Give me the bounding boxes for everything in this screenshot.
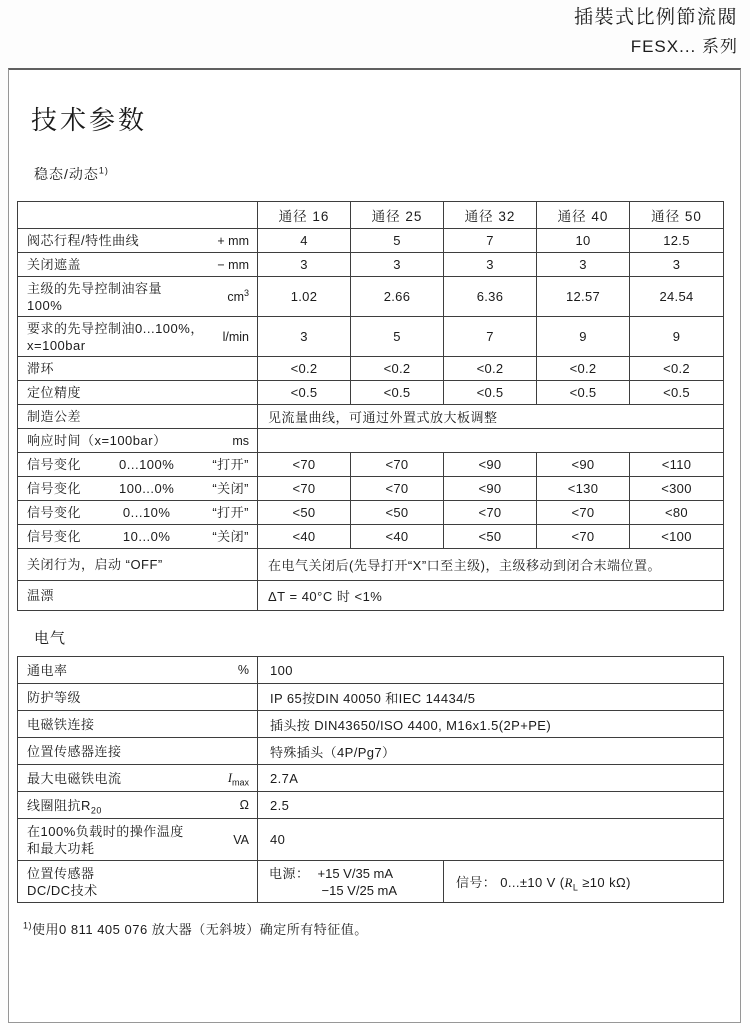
row-label-cell (18, 819, 258, 861)
table-row (18, 684, 724, 711)
cell-span-value: 见流量曲线，可通过外置式放大板调整 (258, 405, 724, 429)
row-unit: $cm^3$ (227, 287, 249, 304)
subtitle-note-ref: 1) (98, 165, 109, 176)
cell-value: 3 (258, 253, 351, 277)
table-row (18, 711, 724, 738)
cell-value: <90 (444, 453, 537, 477)
cell-value: 2.66 (351, 277, 444, 317)
cell-value: <0.5 (258, 381, 351, 405)
cell-value: <70 (444, 501, 537, 525)
product-title: 插裝式比例節流閥 (573, 7, 738, 28)
table-row (18, 861, 724, 903)
cell-value: 9 (630, 317, 724, 357)
cell-value: <110 (630, 453, 724, 477)
row-label: 信号变化 (27, 529, 82, 544)
table-row (18, 581, 724, 611)
cell-value: 3 (258, 317, 351, 357)
row-label: 滞环 (27, 361, 55, 376)
cell-value: <70 (537, 525, 630, 549)
cell-value: 10 (537, 229, 630, 253)
signal-range: 10...0% (122, 529, 171, 544)
row-label-cell (18, 525, 258, 549)
electrical-table (17, 656, 724, 903)
cell-value: 7 (444, 229, 537, 253)
cell-value: <0.5 (351, 381, 444, 405)
signal-range: 0...100% (119, 457, 175, 472)
cell-span-value: 在电气关闭后(先导打开“X”口至主级)，主级移动到闭合末端位置。 (258, 549, 724, 581)
electrical-section-heading: 电气 (34, 630, 67, 647)
row-label: 在100%负载时的操作温度 和最大功耗 (27, 823, 184, 856)
signal-cell: 信号： 0...±10 V ($R_L \ge 10$ kΩ) (444, 861, 724, 903)
footnote-ref: 1) (23, 920, 33, 931)
cell-value: <90 (537, 453, 630, 477)
cell-value: <0.2 (537, 357, 630, 381)
cell-value: 5 (351, 317, 444, 357)
cell-value: 4 (258, 229, 351, 253)
doc-header (574, 5, 738, 59)
row-label: 响应时间（x=100bar） (27, 433, 167, 448)
cell-value: 3 (351, 253, 444, 277)
cell-value: <0.5 (537, 381, 630, 405)
row-label-cell (18, 429, 258, 453)
table-row (18, 381, 724, 405)
signal-range: 0...10% (122, 505, 171, 520)
row-label: 阀芯行程/特性曲线 (27, 233, 140, 248)
row-unit: Ω (239, 798, 249, 812)
column-header: 通径 16 (258, 202, 351, 229)
table-row (18, 229, 724, 253)
cell-value: <70 (258, 477, 351, 501)
cell-value: <70 (537, 501, 630, 525)
cell-value: <70 (351, 477, 444, 501)
cell-value: 2.5 (258, 792, 724, 819)
row-label: 电磁铁连接 (27, 716, 95, 732)
table-row (18, 477, 724, 501)
row-label-cell (18, 765, 258, 792)
cell-value: <70 (351, 453, 444, 477)
row-label-cell (18, 229, 258, 253)
row-label-cell (18, 581, 258, 611)
header-empty-cell (18, 202, 258, 229)
cell-value: <50 (351, 501, 444, 525)
cell-value: <300 (630, 477, 724, 501)
row-label: 信号变化 (27, 505, 82, 520)
cell-value: 12.5 (630, 229, 724, 253)
cell-value: 5 (351, 229, 444, 253)
row-label-cell (18, 501, 258, 525)
cell-value: <40 (258, 525, 351, 549)
cell-value: 40 (258, 819, 724, 861)
table-row (18, 765, 724, 792)
row-label-cell (18, 277, 258, 317)
row-label-cell (18, 253, 258, 277)
row-label-cell (18, 657, 258, 684)
row-unit: l/min (222, 329, 249, 344)
cell-value: 6.36 (444, 277, 537, 317)
cell-value: <40 (351, 525, 444, 549)
row-label-cell (18, 711, 258, 738)
cell-value: <0.5 (630, 381, 724, 405)
cell-span-value (258, 429, 724, 453)
signal-direction: “打开” (212, 505, 249, 520)
cell-value: 12.57 (537, 277, 630, 317)
row-label-cell (18, 738, 258, 765)
signal-direction: “打开” (212, 457, 249, 472)
cell-value: 100 (258, 657, 724, 684)
table-row (18, 525, 724, 549)
cell-value: <0.2 (351, 357, 444, 381)
row-label-cell (18, 405, 258, 429)
cell-value: 9 (537, 317, 630, 357)
cell-span-value: ΔT = 40°C 时 <1% (258, 581, 724, 611)
cell-value: 7 (444, 317, 537, 357)
table-row (18, 405, 724, 429)
row-label: 通电率 (27, 662, 68, 678)
table-row (18, 317, 724, 357)
row-label-cell (18, 549, 258, 581)
row-label: 信号变化 (27, 481, 82, 496)
row-unit: % (237, 663, 249, 677)
table-row (18, 738, 724, 765)
cell-value: <90 (444, 477, 537, 501)
row-label-cell (18, 453, 258, 477)
cell-value: <100 (630, 525, 724, 549)
cell-value: 2.7A (258, 765, 724, 792)
row-label: 位置传感器 DC/DC技术 (27, 865, 98, 898)
row-label-cell (18, 861, 258, 903)
row-label: 最大电磁铁电流 (27, 770, 122, 786)
row-unit: + mm (217, 233, 249, 248)
table-row (18, 819, 724, 861)
row-label: 温漂 (27, 588, 55, 603)
table-row (18, 277, 724, 317)
row-unit: − mm (217, 257, 249, 272)
cell-value: <0.2 (258, 357, 351, 381)
subtitle-text: 稳态/动态 (34, 166, 99, 182)
column-header: 通径 40 (537, 202, 630, 229)
cell-value: <0.2 (444, 357, 537, 381)
cell-value: 特殊插头（4P/Pg7） (258, 738, 724, 765)
power-supply-cell (258, 861, 444, 903)
cell-value: <130 (537, 477, 630, 501)
cell-value: <50 (444, 525, 537, 549)
table-row (18, 253, 724, 277)
table-row (18, 792, 724, 819)
cell-value: 3 (537, 253, 630, 277)
cell-value: <0.2 (630, 357, 724, 381)
power-label: 电源： (269, 865, 310, 881)
table-row (18, 429, 724, 453)
row-label: 线圈阻抗$R_{20}$ (27, 797, 102, 816)
content-frame (8, 68, 741, 1023)
row-label-cell (18, 381, 258, 405)
table-row (18, 357, 724, 381)
page-title: 技术参数 (31, 105, 148, 135)
row-label: 定位精度 (27, 385, 82, 400)
table-row (18, 657, 724, 684)
table-row (18, 501, 724, 525)
row-unit: $I_{max}$ (227, 770, 249, 787)
row-unit: ms (232, 433, 249, 448)
cell-value: 3 (630, 253, 724, 277)
table-row (18, 549, 724, 581)
cell-value: <0.5 (444, 381, 537, 405)
row-label-cell (18, 317, 258, 357)
row-label-cell (18, 477, 258, 501)
footnote-text: 使用0 811 405 076 放大器（无斜坡）确定所有特征值。 (32, 922, 368, 937)
power-values: +15 V/35 mA −15 V/25 mA (317, 865, 398, 898)
row-label-cell (18, 792, 258, 819)
footnote (23, 919, 740, 938)
column-header: 通径 25 (351, 202, 444, 229)
table-row (18, 453, 724, 477)
cell-value: IP 65按DIN 40050 和IEC 14434/5 (258, 684, 724, 711)
signal-range: 100...0% (119, 481, 175, 496)
row-label: 关闭遮盖 (27, 257, 82, 272)
row-label: 主级的先导控制油容量 100% (27, 280, 163, 313)
cell-value: 3 (444, 253, 537, 277)
row-label: 防护等级 (27, 689, 82, 705)
row-unit: VA (233, 832, 249, 847)
column-header: 通径 32 (444, 202, 537, 229)
row-label: 位置传感器连接 (27, 743, 122, 759)
cell-value: 1.02 (258, 277, 351, 317)
cell-value: 插头按 DIN43650/ISO 4400, M16x1.5(2P+PE) (258, 711, 724, 738)
cell-value: <70 (258, 453, 351, 477)
series-title: FESX... 系列 (630, 37, 738, 56)
signal-direction: “关闭” (212, 481, 249, 496)
row-label: 要求的先导控制油0...100%， x=100bar (27, 320, 204, 353)
row-label: 关闭行为，启动 “OFF” (27, 557, 163, 572)
cell-value: 24.54 (630, 277, 724, 317)
row-label-cell (18, 357, 258, 381)
row-label: 制造公差 (27, 409, 82, 424)
section-subtitle (34, 164, 740, 184)
row-label-cell (18, 684, 258, 711)
column-header: 通径 50 (630, 202, 724, 229)
cell-value: <80 (630, 501, 724, 525)
table-header-row (18, 202, 724, 229)
signal-direction: “关闭” (212, 529, 249, 544)
cell-value: <50 (258, 501, 351, 525)
static-dynamic-table (17, 201, 724, 611)
row-label: 信号变化 (27, 457, 82, 472)
